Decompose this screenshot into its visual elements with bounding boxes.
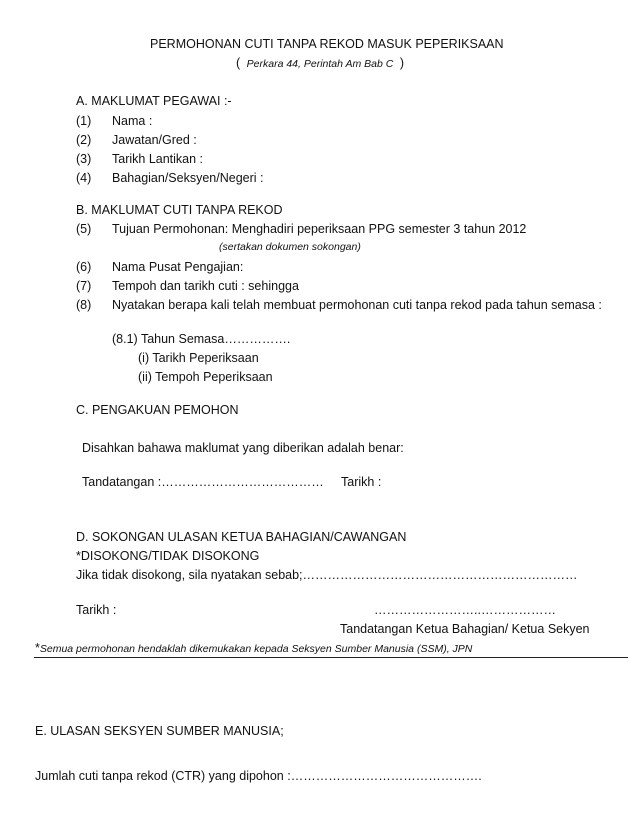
applicant-signature-field: Tandatangan :………………………………… [82, 475, 324, 489]
item-8-1-label: (8.1) Tahun Semasa……………. [112, 332, 291, 346]
item-4-number: (4) [76, 171, 92, 185]
rejection-reason-field: Jika tidak disokong, sila nyatakan sebab;………………………………………………………… [76, 568, 578, 582]
support-status: *DISOKONG/TIDAK DISOKONG [76, 549, 260, 563]
item-5-label: Tujuan Permohonan: Menghadiri peperiksaan PPG semester 3 tahun 2012 [112, 222, 527, 236]
item-8-label: Nyatakan berapa kali telah membuat permohonan cuti tanpa rekod pada tahun semasa : [112, 298, 602, 312]
form-title: PERMOHONAN CUTI TANPA REKOD MASUK PEPERIKSAAN [150, 37, 504, 51]
item-8-1-i-label: (i) Tarikh Peperiksaan [138, 351, 259, 365]
item-5-number: (5) [76, 222, 92, 236]
applicant-date-field: Tarikh : [341, 475, 382, 489]
footnote [35, 641, 472, 655]
footnote-divider [34, 657, 628, 658]
item-5-note: (sertakan dokumen sokongan) [219, 241, 361, 253]
declaration-statement: Disahkan bahawa maklumat yang diberikan adalah benar: [82, 441, 404, 455]
item-6-number: (6) [76, 260, 92, 274]
subtitle-reference: Perkara 44, Perintah Am Bab C [246, 58, 394, 70]
item-2-label: Jawatan/Gred : [112, 133, 197, 147]
subtitle-open-paren: ( [236, 56, 241, 70]
item-3-number: (3) [76, 152, 92, 166]
item-1-number: (1) [76, 114, 92, 128]
item-6-label: Nama Pusat Pengajian: [112, 260, 244, 274]
item-8-number: (8) [76, 298, 92, 312]
item-7-number: (7) [76, 279, 92, 293]
item-1-label: Nama : [112, 114, 153, 128]
section-c-heading: C. PENGAKUAN PEMOHON [76, 403, 239, 417]
section-d-heading: D. SOKONGAN ULASAN KETUA BAHAGIAN/CAWANGAN [76, 530, 407, 544]
section-b-heading: B. MAKLUMAT CUTI TANPA REKOD [76, 203, 283, 217]
footnote-star: * [35, 641, 40, 655]
section-e-heading: E. ULASAN SEKSYEN SUMBER MANUSIA; [35, 724, 284, 738]
subtitle-close-paren: ) [399, 56, 404, 70]
item-8-1-ii-label: (ii) Tempoh Peperiksaan [138, 370, 273, 384]
item-4-label: Bahagian/Seksyen/Negeri : [112, 171, 264, 185]
section-a-heading: A. MAKLUMAT PEGAWAI :- [76, 94, 232, 108]
head-date-field: Tarikh : [76, 603, 117, 617]
footnote-text: Semua permohonan hendaklah dikemukakan kepada Seksyen Sumber Manusia (SSM), JPN [39, 643, 473, 655]
ctr-days-field: Jumlah cuti tanpa rekod (CTR) yang dipohon :………………………………………. [35, 769, 482, 783]
head-signature-dots: ……………………..……………… [374, 603, 556, 617]
item-3-label: Tarikh Lantikan : [112, 152, 204, 166]
item-2-number: (2) [76, 133, 92, 147]
item-7-label: Tempoh dan tarikh cuti : sehingga [112, 279, 299, 293]
head-signature-label: Tandatangan Ketua Bahagian/ Ketua Sekyen [340, 622, 590, 636]
form-subtitle [236, 56, 404, 70]
